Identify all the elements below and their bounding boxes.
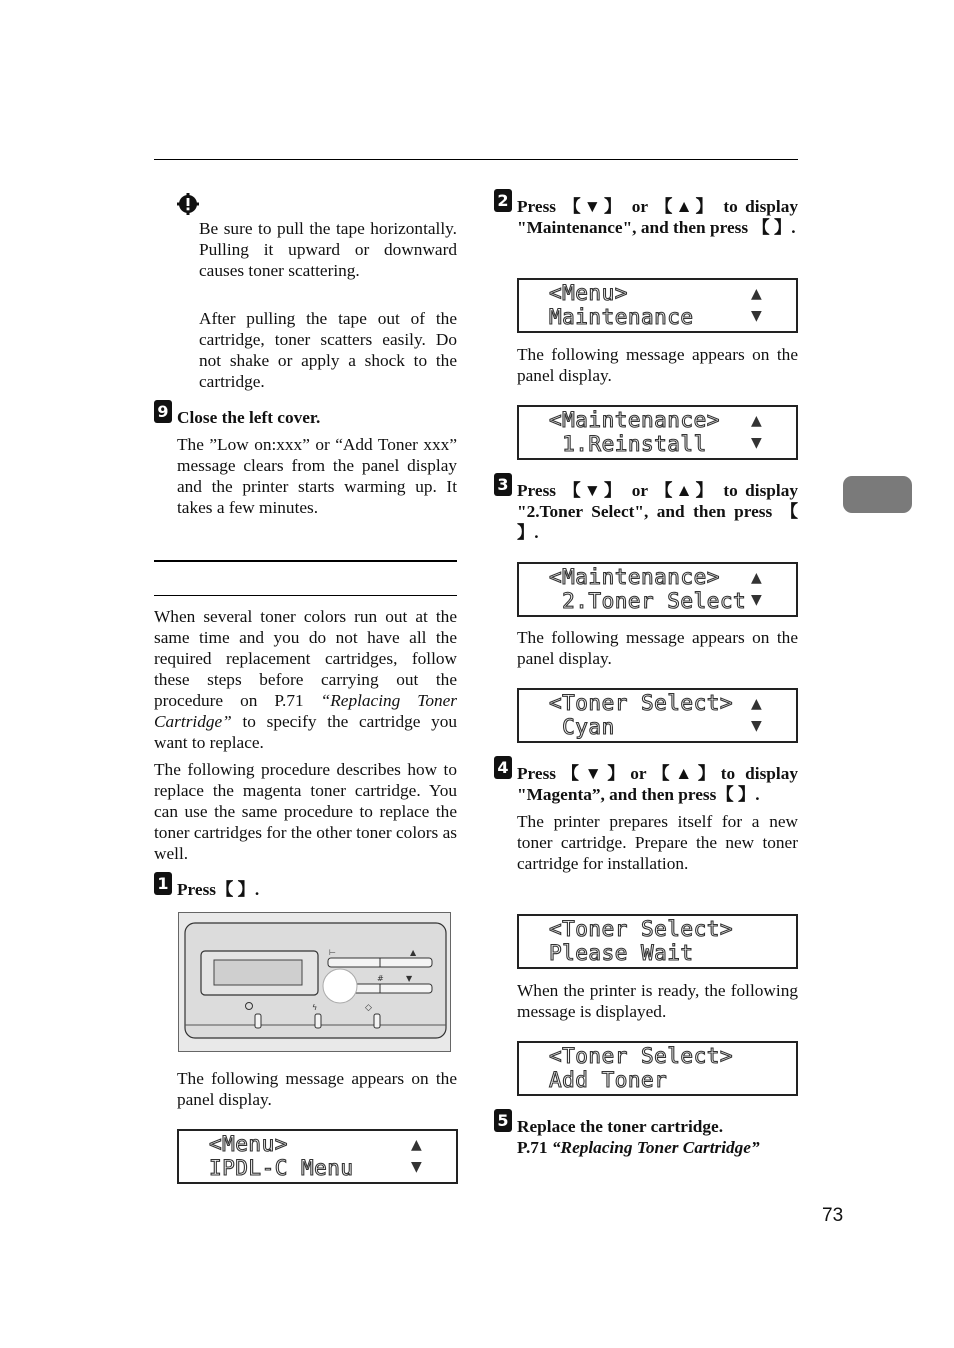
up-arrow-icon: ▲: [751, 286, 762, 302]
lcd-display-menu-maintenance: [517, 278, 798, 333]
svg-text:▼: ▼: [406, 974, 413, 983]
step-4-title: Press【▼】or【▲】to display "Magenta”, and then press【 】.: [517, 764, 798, 804]
step-4-caption: When the printer is ready, the following message is displayed.: [517, 981, 798, 1021]
lcd-display-please-wait: [517, 914, 798, 969]
header-rule: [154, 159, 798, 160]
control-panel-drawing: [179, 913, 452, 1053]
chapter-tab: [843, 476, 912, 513]
down-arrow-icon: ▼: [751, 435, 762, 451]
step-2-title: Press 【▼】 or 【▲】 to display "Maintenance", and then press 【 】.: [517, 197, 798, 237]
lcd-line-1: <Maintenance>: [549, 408, 720, 432]
page-number: 73: [822, 1205, 844, 1226]
up-arrow-icon: ▲: [411, 1137, 422, 1153]
intro-paragraph-2: The following procedure describes how to replace the magenta toner cartridge. You can use the same procedure to replace the toner cartridges for the other toner colors as well.: [154, 760, 457, 863]
step-9-body: The ”Low on:xxx” or “Add Toner xxx” message clears from the panel display and the printer starts warming up. It takes a few minutes.: [177, 435, 457, 517]
step-1-caption: The following message appears on the panel display.: [177, 1069, 457, 1109]
intro-text: When several toner colors run out at the same time and you do not have all the required replacement cartridges, follow these steps before carrying out the procedure on P.71: [154, 607, 457, 710]
svg-text:#: #: [377, 974, 384, 983]
lcd-line-1: <Toner Select>: [549, 1044, 734, 1068]
lcd-display-toner-select-cyan: [517, 688, 798, 743]
lcd-display-maintenance-reinstall: [517, 405, 798, 460]
lcd-line-1: <Menu>: [209, 1132, 288, 1156]
step-5-ref-prefix: P.71: [517, 1138, 552, 1157]
lcd-line-2: Please Wait: [549, 941, 694, 965]
lcd-line-1: <Toner Select>: [549, 691, 734, 715]
svg-text:⊢: ⊢: [329, 948, 336, 957]
step-1-title: Press【 】.: [177, 880, 260, 899]
lcd-line-2: Add Toner: [549, 1068, 668, 1092]
up-arrow-icon: ▲: [751, 413, 762, 429]
lcd-line-2: Cyan: [549, 715, 615, 739]
step-9-title: Close the left cover.: [177, 408, 321, 427]
lcd-line-2: 1.Reinstall: [549, 432, 707, 456]
intro-reference: “Replacing Toner Cartridge”: [154, 691, 458, 731]
step-4-number: 4: [494, 756, 512, 779]
down-arrow-icon: ▼: [751, 308, 762, 324]
step-5-number: 5: [494, 1109, 512, 1132]
step-2-number: 2: [494, 189, 512, 212]
section-rule-bottom: [154, 595, 457, 596]
intro-text-end: to specify the cartridge you want to replace.: [154, 712, 457, 752]
step-3-number: 3: [494, 473, 512, 496]
svg-text:◇: ◇: [365, 1003, 372, 1013]
down-arrow-icon: ▼: [751, 718, 762, 734]
section-rule-top: [154, 560, 457, 562]
svg-text:▲: ▲: [410, 948, 417, 957]
step-1-number: 1: [154, 872, 172, 895]
up-arrow-icon: ▲: [751, 570, 762, 586]
step-4-body: The printer prepares itself for a new toner cartridge. Prepare the new toner cartridge for installation.: [517, 812, 798, 873]
up-arrow-icon: ▲: [751, 696, 762, 712]
lcd-line-2: IPDL-C Menu: [209, 1156, 354, 1180]
intro-paragraph-1: [154, 606, 457, 753]
lcd-line-2: Maintenance: [549, 305, 694, 329]
lcd-line-2: 2.Toner Select: [549, 589, 747, 613]
step-3-caption: The following message appears on the panel display.: [517, 628, 798, 668]
step-5-title: Replace the toner cartridge.: [517, 1117, 724, 1136]
step-9-number: 9: [154, 400, 172, 423]
lcd-display-maintenance-toner-select: [517, 562, 798, 617]
lcd-line-1: <Maintenance>: [549, 565, 720, 589]
lcd-line-1: <Menu>: [549, 281, 628, 305]
note-paragraph-1: Be sure to pull the tape horizontally. Pulling it upward or downward causes toner scattering.: [199, 219, 457, 280]
lcd-display-menu-ipdl: [177, 1129, 458, 1184]
svg-text:ϟ: ϟ: [312, 1003, 318, 1012]
lcd-line-1: <Toner Select>: [549, 917, 734, 941]
note-paragraph-2: After pulling the tape out of the cartridge, toner scatters easily. Do not shake or apply a shock to the cartridge.: [199, 309, 457, 391]
down-arrow-icon: ▼: [411, 1159, 422, 1175]
important-icon: [177, 193, 199, 215]
step-2-caption: The following message appears on the panel display.: [517, 345, 798, 385]
step-5-reference: [517, 1137, 798, 1158]
step-3-title: Press 【▼】 or 【▲】 to display "2.Toner Select", and then press 【 】.: [517, 481, 798, 542]
down-arrow-icon: ▼: [751, 592, 762, 608]
control-panel-illustration: [178, 912, 451, 1052]
lcd-display-add-toner: [517, 1041, 798, 1096]
step-5-ref-link[interactable]: “Replacing Toner Cartridge”: [551, 1138, 760, 1157]
